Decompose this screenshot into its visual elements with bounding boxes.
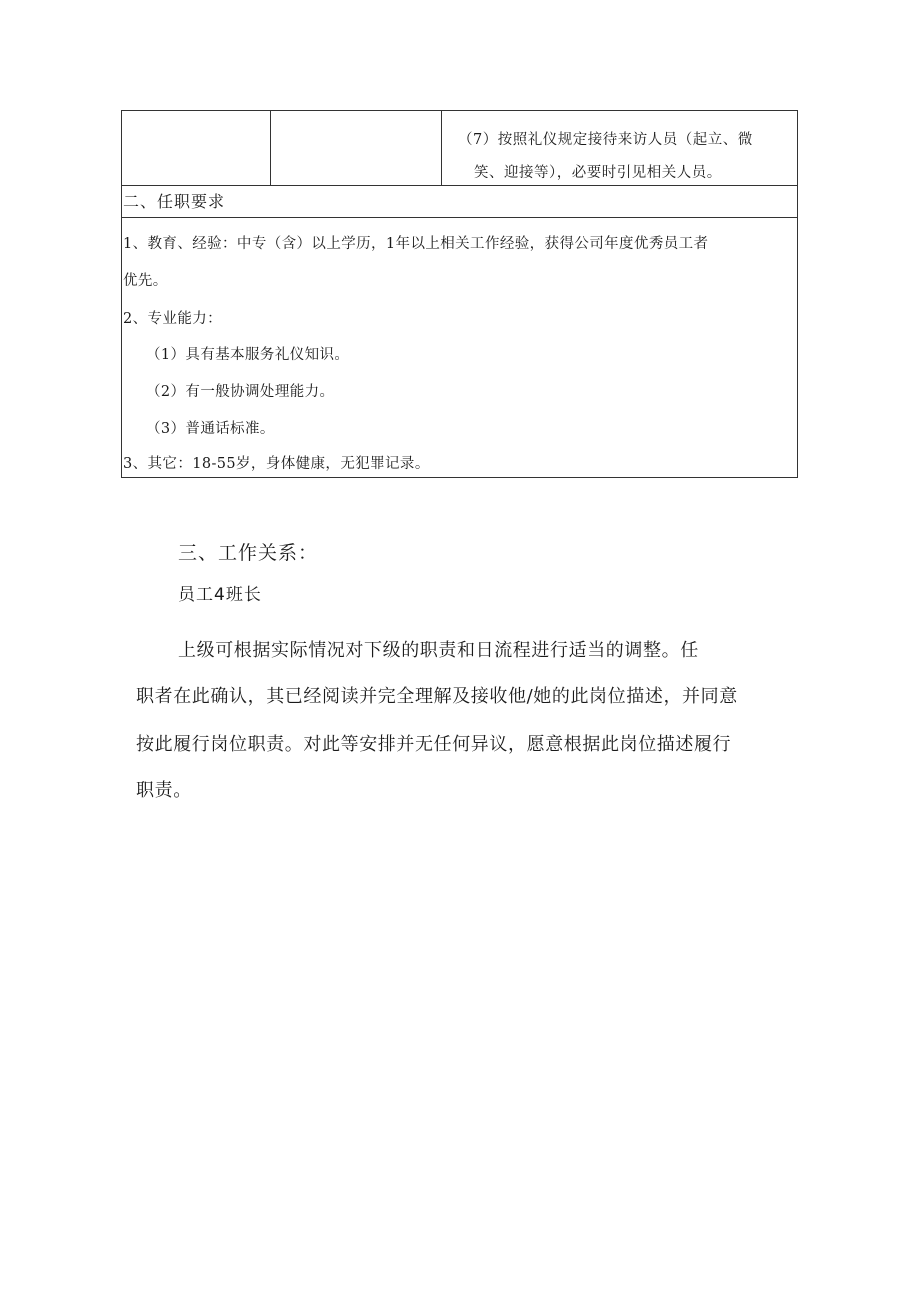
confirmation-line-1: 上级可根据实际情况对下级的职责和日流程进行适当的调整。任 — [178, 640, 699, 661]
requirements-heading: 二、任职要求 — [123, 192, 226, 211]
skill-item: （3）普通话标准。 — [146, 421, 275, 437]
skills-heading: 2、专业能力： — [123, 311, 223, 327]
confirmation-line-2: 职者在此确认，其已经阅读并完全理解及接收他/她的此岗位描述，并同意 — [136, 686, 738, 707]
skill-item: （1）具有基本服务礼仪知识。 — [146, 347, 350, 363]
work-relation-text: 员工4班长 — [178, 585, 262, 605]
duty-frequency-cell — [271, 111, 442, 185]
job-description-table — [121, 110, 798, 478]
skill-item: （2）有一般协调处理能力。 — [146, 384, 335, 400]
requirements-body — [122, 218, 797, 477]
work-relations-title: 三、工作关系： — [178, 542, 319, 564]
education-requirement-line-1: 1、教育、经验：中专（含）以上学历，1年以上相关工作经验，获得公司年度优秀员工者 — [123, 236, 709, 252]
confirmation-line-4: 职责。 — [136, 780, 192, 801]
confirmation-line-3: 按此履行岗位职责。对此等安排并无任何异议，愿意根据此岗位描述履行 — [136, 734, 732, 755]
other-requirement: 3、其它：18-55岁，身体健康，无犯罪记录。 — [123, 456, 430, 472]
duty-item-line-1: （7）按照礼仪规定接待来访人员（起立、微 — [458, 132, 753, 148]
duty-category-cell — [122, 111, 271, 185]
duty-item-line-2: 笑、迎接等），必要时引见相关人员。 — [474, 165, 722, 181]
duty-row — [122, 111, 797, 186]
duty-content-cell — [442, 111, 797, 185]
requirements-heading-row — [122, 186, 797, 218]
education-requirement-line-2: 优先。 — [123, 273, 168, 289]
